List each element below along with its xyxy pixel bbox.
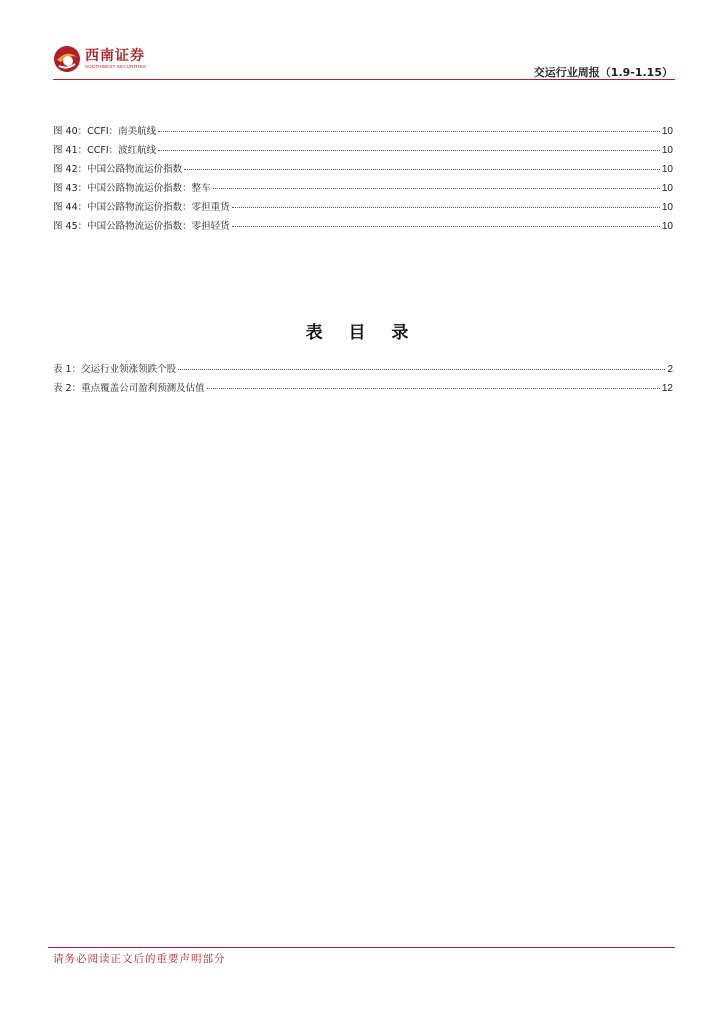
footer-divider: [48, 947, 675, 948]
toc-entry-figure-43[interactable]: [53, 180, 673, 199]
tables-toc-heading: 表 目 录: [305, 323, 419, 343]
page-header: [53, 40, 675, 82]
dot-leader: [213, 188, 660, 189]
dot-leader: [178, 369, 665, 370]
toc-entry-label: 表 2：重点覆盖公司盈利预测及估值: [53, 383, 205, 394]
header-divider: [53, 79, 675, 80]
dot-leader: [184, 169, 660, 170]
toc-entry-label: 图 40：CCFI：南美航线: [53, 126, 157, 137]
toc-entry-label: 图 43：中国公路物流运价指数：整车: [53, 183, 211, 194]
toc-entry-table-2[interactable]: [53, 380, 673, 399]
logo-mark-icon: [53, 45, 81, 73]
dot-leader: [207, 388, 660, 389]
toc-entry-figure-42[interactable]: [53, 161, 673, 180]
figures-toc: [53, 123, 673, 237]
toc-entry-page: 10: [661, 145, 673, 156]
report-title: 交运行业周报（1.9-1.15）: [533, 66, 673, 79]
dot-leader: [158, 150, 660, 151]
dot-leader: [158, 131, 660, 132]
dot-leader: [232, 226, 660, 227]
toc-entry-figure-44[interactable]: [53, 199, 673, 218]
toc-entry-page: 10: [661, 202, 673, 213]
disclaimer-note: 请务必阅读正文后的重要声明部分: [53, 953, 226, 965]
toc-entry-page: 10: [661, 183, 673, 194]
toc-entry-figure-40[interactable]: [53, 123, 673, 142]
logo-name-en: SOUTHWEST SECURITIES: [85, 64, 146, 69]
tables-toc: [53, 361, 673, 399]
toc-entry-label: 图 41：CCFI：波红航线: [53, 145, 157, 156]
dot-leader: [232, 207, 660, 208]
company-logo: [53, 44, 146, 74]
toc-entry-page: 10: [661, 221, 673, 232]
toc-entry-label: 图 44：中国公路物流运价指数：零担重货: [53, 202, 230, 213]
toc-entry-page: 2: [667, 364, 673, 375]
toc-entry-page: 10: [661, 126, 673, 137]
toc-entry-label: 图 45：中国公路物流运价指数：零担轻货: [53, 221, 230, 232]
toc-entry-page: 10: [661, 164, 673, 175]
toc-entry-figure-45[interactable]: [53, 218, 673, 237]
toc-entry-table-1[interactable]: [53, 361, 673, 380]
logo-name-cn: 西南证券: [85, 48, 145, 64]
toc-entry-label: 图 42：中国公路物流运价指数: [53, 164, 183, 175]
toc-entry-figure-41[interactable]: [53, 142, 673, 161]
toc-entry-label: 表 1：交运行业领涨领跌个股: [53, 364, 177, 375]
toc-entry-page: 12: [661, 383, 673, 394]
